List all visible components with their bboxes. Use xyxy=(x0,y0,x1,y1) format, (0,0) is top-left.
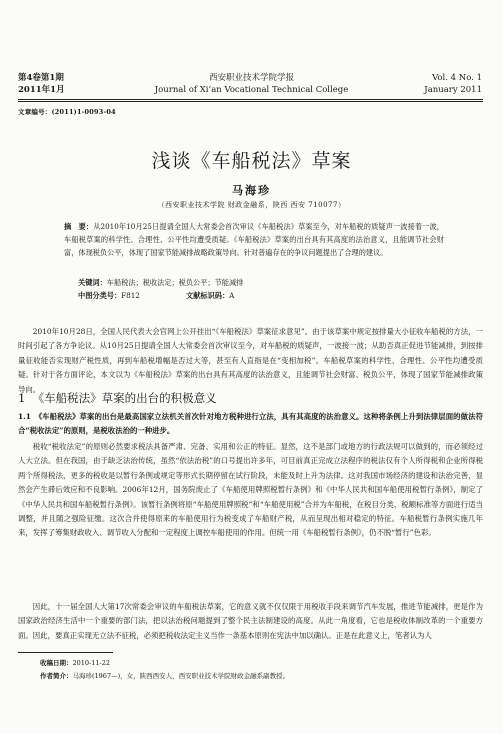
journal-volume-en xyxy=(392,72,482,96)
volume-number-en: Vol. 4 No. 1 xyxy=(432,73,482,83)
cls-value: F812 xyxy=(121,291,140,300)
section-heading xyxy=(18,390,217,406)
para2-text: 税收“税收法定”的原则必然要求税法具备严肃、完备、实用和公正的特征。显然，这不是部门或地方的行政法规可以做到的，而必须经过人大立法。但在我国，由于缺乏法治传统，虽然“依法治税”的口号提出许多年，可目前真正完成立法程序的税法仅有个人所得税和企业所得税两个所得税法，更多的税收是以暂行条例或规定等形式长期停留在试行阶段，未能及时上升为法律。这对我国市场经济的建设和法治完善，显然会产生滞后效应和不良影响。2006年12月，国务院废止了《车船使用牌照税暂行条例》和《中华人民共和国车船使用税暂行条例》，制定了《中华人民共和国车船税暂行条例》。该暂行条例将原“车船使用牌照税”和“车船使用税”合并为车船税，在税目分类、税额标准等方面进行适当调整，并且随之强险征缴。这次合并使得原来的车船使用行为税变成了车船财产税，从而呈现出相对稳定的特征。车船税暂行条例实施几年来，发挥了筹集财政收入、调节收入分配和一定程度上调控车船使用的作用。但统一用《车船税暂行条例》，仍不脱“暂行”色彩。 xyxy=(18,442,483,538)
keywords-text: 车船税法；税收法定；税负公平；节能减排 xyxy=(106,278,244,287)
footnote-received xyxy=(40,658,110,667)
cls-label: 中图分类号： xyxy=(78,291,122,300)
doc-code xyxy=(186,291,234,301)
footnote-author xyxy=(40,671,289,680)
header-rule-double xyxy=(18,101,483,102)
intro-text: 2010年10月28日，全国人民代表大会官网上公开挂出“《车船税法》草案征求意见”。由于该草案中规定按排量大小征收车船税的方法，一时间引起了各方争论议。从10月25日提请全国人大常委会首次审议至今，对车船税的质疑声，一波接一波；从助否真正促进节能减排，到按排量征收能否实现财产税性质，再到车船税增幅是否过大等，甚至有人直指是在“变相加税”。车船税草案的科学性、合理性、公平性均遭受质疑。针对于各方面评论，本文以为《车船税法》草案的出台具有其高度的法治意义，且能调节社会财富、税负公平，体现了国家节能减排政策导向。 xyxy=(18,327,483,394)
doc-label: 文献标识码： xyxy=(186,291,230,300)
para3-text: 因此，十一届全国人大第17次常委会审议的车船税法草案，它的意义就不仅仅限于用税收手段来调节汽车发展，推进节能减排，更是作为国家政治经济生活中一个重要的部门法，把以法治税问题提到了整个民主法制建设的高度。从此一角度看，它也是税收体制改革的一个重要方面。因此，要真正实现无立法不征税，必须把税收法定主义当作一条基本原则在宪法中加以确认。正是在此意义上，笔者认为人 xyxy=(18,602,483,640)
body-paragraph-3 xyxy=(18,600,483,643)
keywords xyxy=(78,278,243,288)
header-rule xyxy=(18,99,483,100)
article-number: 文章编号：(2011)1-0093-04 xyxy=(18,108,116,116)
keywords-label: 关键词： xyxy=(78,278,107,287)
author-affiliation: （西安职业技术学院 财政金融系，陕西 西安 710077） xyxy=(157,201,346,209)
issue-date: 2011年1月 xyxy=(18,85,65,95)
abstract xyxy=(64,220,444,259)
paper-title: 浅谈《车船税法》草案 xyxy=(151,150,352,172)
classification-row xyxy=(78,291,378,301)
journal-issue xyxy=(18,72,65,96)
body-paragraph-2 xyxy=(18,440,483,541)
journal-name-en: Journal of Xi’an Vocational Technical College xyxy=(154,85,349,95)
journal-name xyxy=(130,72,373,96)
journal-name-zh: 西安职业技术学院学报 xyxy=(208,73,294,83)
section-number: 1 xyxy=(18,391,26,405)
doc-value: A xyxy=(229,291,235,300)
issue-volume: 第4卷第1期 xyxy=(18,73,64,83)
received-label: 收稿日期： xyxy=(40,659,73,667)
abstract-label: 摘 要： xyxy=(64,222,94,231)
author-name: 马海珍 xyxy=(232,184,271,197)
subsection-statement: 1.1 《车船税法》草案的出台是最高国家立法机关首次针对地方税种进行立法，具有其高度的法治意义。这种将条例上升到法律层面的做法符合“税收法定”的原则，是税收法治的一种进步。 xyxy=(18,412,483,436)
intro-paragraph xyxy=(18,325,483,397)
section-title: 《车船税法》草案的出台的积极意义 xyxy=(32,391,217,405)
author-bio-value: 马海珍(1967—)，女，陕西西安人，西安职业技术学院财政金融系副教授。 xyxy=(72,672,290,680)
footnote-rule xyxy=(18,652,113,653)
volume-date-en: January 2011 xyxy=(424,85,482,95)
author-bio-label: 作者简介： xyxy=(40,672,73,680)
abstract-text: 从2010年10月25日提请全国人大常委会首次审议《车船税法》草案至今，对车船税的质疑声一波接着一波，车船税草案的科学性、合理性、公平性均遭受质疑。《车船税法》草案的出台具有其高度的法治意义，且能调节社会财富，体现税负公平，体现了国家节能减排战略政策导向。针对普遍存在的争议问题提出了合理的建议。 xyxy=(64,222,444,257)
received-value: 2010-11-22 xyxy=(72,659,110,667)
